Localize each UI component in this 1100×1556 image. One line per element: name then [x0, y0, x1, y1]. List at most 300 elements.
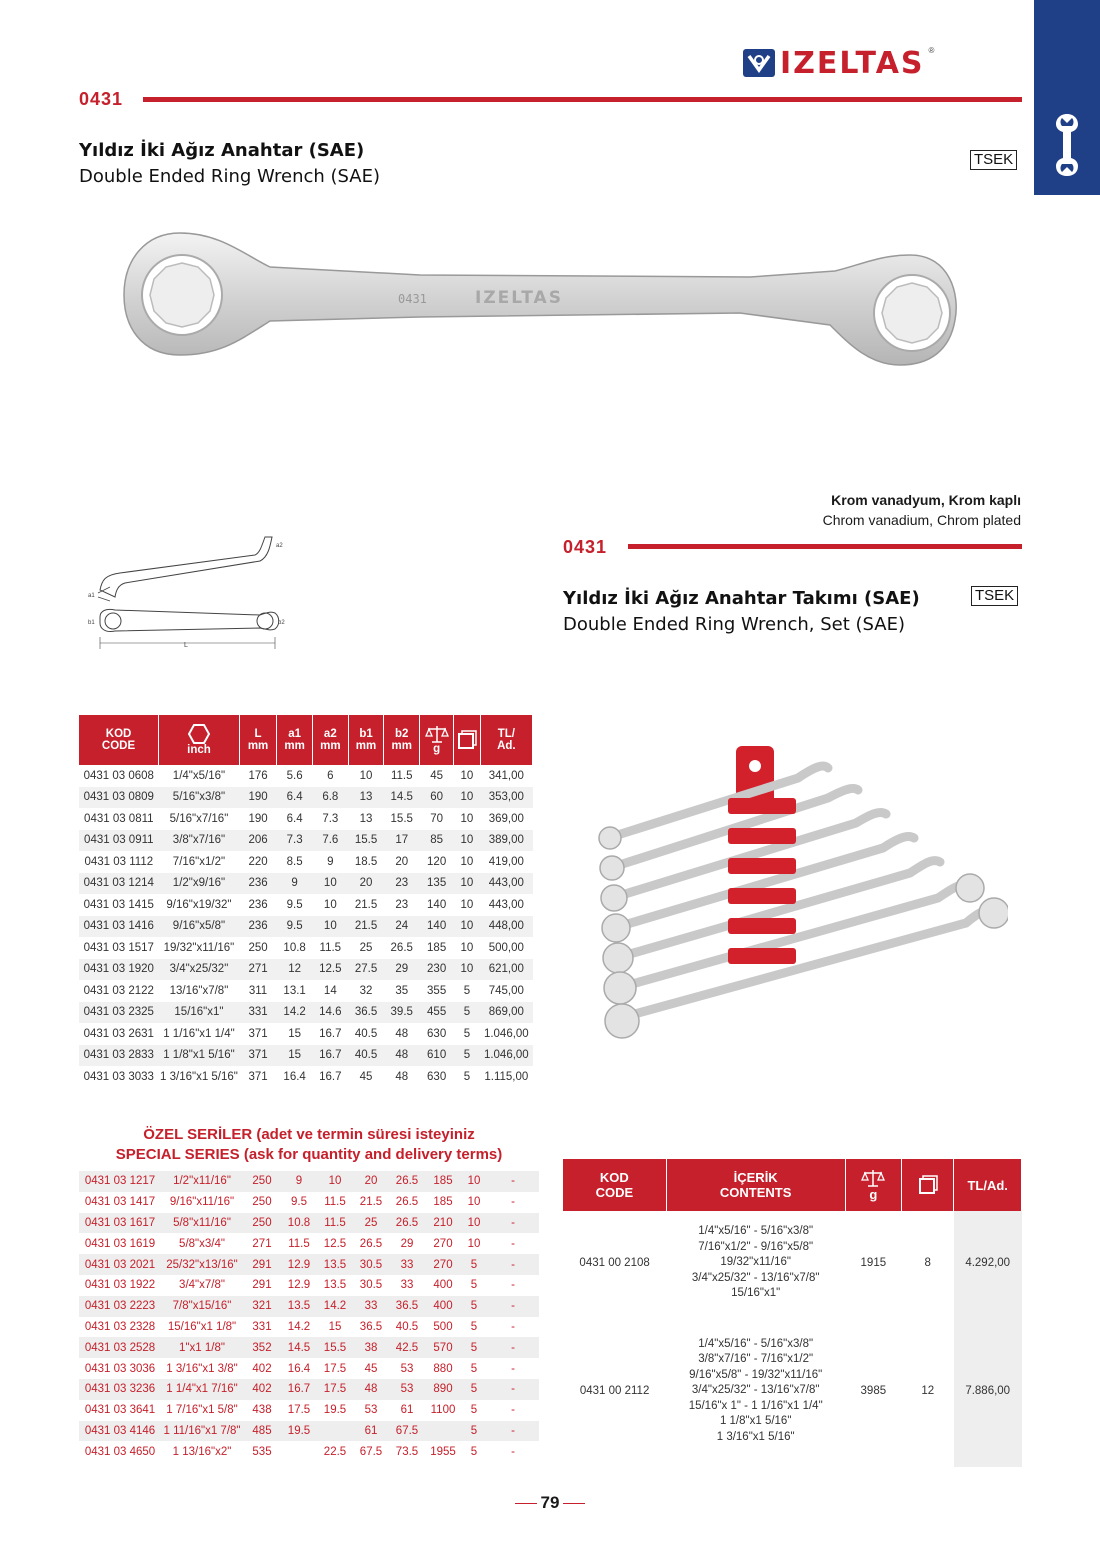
table-cell: -: [511, 1445, 515, 1458]
table-cell: 21.5: [354, 898, 378, 911]
spec-row: [79, 873, 533, 895]
table-cell: 0431 03 1619: [84, 1237, 156, 1250]
table-cell: 5.6: [286, 769, 303, 782]
table-cell: -: [511, 1320, 515, 1333]
table-cell: 371: [248, 1070, 268, 1083]
spec-row: [79, 808, 533, 830]
table-cell: 33: [389, 1254, 425, 1275]
set-col-price: TL/Ad.: [954, 1159, 1022, 1211]
table-cell: 40.5: [395, 1320, 419, 1333]
table-cell: 5: [461, 1337, 487, 1358]
table-cell: 36.5: [348, 1002, 384, 1024]
table-cell: 10: [312, 873, 348, 895]
set-contents: [666, 1211, 845, 1315]
table-cell: 16.4: [287, 1362, 311, 1375]
table-cell: 0431 03 2833: [79, 1045, 159, 1067]
table-cell: 1/2"x9/16": [159, 873, 240, 895]
table-cell: 15: [328, 1320, 342, 1333]
table-cell: 1955: [430, 1445, 456, 1458]
table-cell: 25: [353, 1213, 389, 1234]
set-content-line: 1/4"x5/16" - 5/16"x3/8": [698, 1337, 814, 1350]
table-cell: 185: [427, 941, 447, 954]
table-cell: 12.5: [323, 1237, 347, 1250]
table-cell: 48: [384, 1045, 420, 1067]
brand-logo: [742, 46, 934, 80]
table-cell: [281, 1441, 317, 1462]
table-cell: 14.5: [384, 787, 420, 809]
table-cell: 11.5: [317, 1213, 353, 1234]
table-cell: 19.5: [323, 1404, 347, 1417]
set-row: [563, 1315, 1022, 1467]
table-cell: 10: [359, 769, 373, 782]
table-cell: 21.5: [348, 916, 384, 938]
table-cell: 33: [353, 1296, 389, 1317]
set-table: [563, 1159, 1022, 1467]
table-cell: 20: [353, 1171, 389, 1192]
table-cell: 16.7: [319, 1027, 342, 1040]
table-cell: 5: [461, 1421, 487, 1442]
table-cell: 19.5: [281, 1421, 317, 1442]
set-pack: 12: [921, 1385, 935, 1397]
table-cell: 0431 03 2223: [79, 1296, 161, 1317]
table-cell: 19/32"x11/16": [163, 941, 235, 954]
table-cell: 45: [364, 1362, 378, 1375]
table-cell: 3/4"x7/8": [179, 1279, 225, 1292]
scale-icon: [425, 725, 449, 743]
table-cell: 1/2"x11/16": [161, 1171, 243, 1192]
table-cell: 17.5: [287, 1404, 311, 1417]
table-cell: 13.5: [281, 1296, 317, 1317]
table-cell: 371: [239, 1045, 276, 1067]
table-cell: 14.2: [277, 1002, 313, 1024]
set-content-line: 1 1/8"x1 5/16": [719, 1415, 792, 1428]
table-cell: 3/8"x7/16": [159, 830, 240, 852]
table-cell: 250: [243, 1171, 281, 1192]
set-content-line: 7/16"x1/2" - 9/16"x5/8": [698, 1240, 814, 1253]
table-cell: -: [487, 1379, 539, 1400]
wrench-product-image: [120, 225, 960, 370]
table-cell: 14.2: [317, 1296, 353, 1317]
table-cell: 14.5: [281, 1337, 317, 1358]
col-weight: g: [420, 715, 454, 765]
table-cell: 10: [454, 873, 480, 895]
brand-logo-icon: [742, 48, 776, 78]
set-col-pack: [902, 1159, 954, 1211]
table-cell: 0431 03 0811: [84, 812, 154, 825]
table-cell: -: [487, 1254, 539, 1275]
table-cell: 26.5: [390, 941, 413, 954]
table-cell: 7/8"x15/16": [161, 1296, 243, 1317]
table-cell: 20: [348, 873, 384, 895]
table-cell: 250: [243, 1213, 281, 1234]
table-cell: 5: [461, 1379, 487, 1400]
table-cell: 13/16"x7/8": [169, 984, 229, 997]
table-cell: 7.3: [277, 830, 313, 852]
special-row: [79, 1171, 539, 1192]
table-cell: 438: [252, 1404, 272, 1417]
table-cell: 0431 03 1920: [79, 959, 159, 981]
table-cell: 10: [461, 1171, 487, 1192]
table-cell: 15: [277, 1045, 313, 1067]
table-cell: 185: [425, 1171, 461, 1192]
table-cell: 419,00: [488, 855, 524, 868]
table-cell: 35: [395, 984, 409, 997]
table-cell: 400: [433, 1279, 453, 1292]
set-content-line: 1 3/16"x1 5/16": [716, 1430, 795, 1443]
table-cell: 10: [460, 855, 474, 868]
table-cell: 745,00: [488, 984, 524, 997]
table-cell: 369,00: [488, 812, 524, 825]
table-cell: 10: [454, 959, 480, 981]
table-cell: 6.4: [277, 787, 313, 809]
table-cell: 67.5: [389, 1421, 425, 1442]
section-divider: [143, 97, 1022, 102]
table-cell: 1 3/16"x1 3/8": [166, 1362, 238, 1375]
table-cell: 5: [463, 1070, 471, 1083]
table-cell: 0431 03 2328: [84, 1320, 156, 1333]
spec-row: [79, 916, 533, 938]
table-cell: 236: [248, 898, 268, 911]
table-cell: 6.8: [312, 787, 348, 809]
table-cell: 5: [470, 1404, 478, 1417]
table-cell: 6: [327, 769, 334, 782]
table-cell: 67.5: [359, 1445, 383, 1458]
table-cell: 250: [248, 941, 268, 954]
table-cell: 18.5: [354, 855, 378, 868]
set-content-line: 19/32"x11/16": [720, 1256, 791, 1269]
table-cell: 1 7/16"x1 5/8": [166, 1404, 238, 1417]
table-cell: 53: [364, 1404, 378, 1417]
table-cell: 9/16"x11/16": [169, 1196, 235, 1209]
table-cell: 11.5: [319, 941, 342, 954]
table-cell: 21.5: [359, 1196, 383, 1209]
table-cell: 17: [384, 830, 420, 852]
table-cell: 630: [427, 1070, 447, 1083]
special-row: [79, 1400, 539, 1421]
table-cell: -: [511, 1196, 515, 1209]
table-cell: 1 1/4"x1 7/16": [161, 1379, 243, 1400]
set-content-line: 1/4"x5/16" - 5/16"x3/8": [698, 1225, 814, 1238]
table-cell: 26.5: [395, 1196, 419, 1209]
table-cell: [317, 1421, 353, 1442]
table-cell: 17.5: [317, 1379, 353, 1400]
special-row: [79, 1337, 539, 1358]
table-cell: 25: [359, 941, 373, 954]
table-cell: 39.5: [384, 1002, 420, 1024]
table-cell: 0431 03 0911: [79, 830, 159, 852]
technical-drawing: [80, 525, 290, 655]
special-series-table: [79, 1171, 539, 1462]
set-section-code: 0431: [563, 537, 608, 557]
table-cell: -: [511, 1404, 515, 1417]
table-cell: 22.5: [323, 1445, 347, 1458]
table-cell: 10: [317, 1171, 353, 1192]
table-cell: 26.5: [389, 1213, 425, 1234]
table-cell: 36.5: [359, 1320, 383, 1333]
table-cell: 500: [433, 1320, 453, 1333]
col-b1: b1 mm: [348, 715, 384, 765]
table-cell: 5: [461, 1296, 487, 1317]
special-series-title-en: SPECIAL SERIES (ask for quantity and delivery terms): [115, 1146, 503, 1163]
special-row: [79, 1317, 539, 1338]
table-cell: 10: [460, 769, 474, 782]
product-title-tr: Yıldız İki Ağız Anahtar (SAE): [79, 140, 365, 161]
special-row: [79, 1275, 539, 1296]
table-cell: 190: [239, 787, 276, 809]
table-cell: 140: [427, 898, 447, 911]
spec-row: [79, 1002, 533, 1024]
spec-row: [79, 980, 533, 1002]
table-cell: 14.6: [312, 1002, 348, 1024]
table-cell: 15: [288, 1027, 302, 1040]
page-number: 79: [0, 1493, 1100, 1513]
wrench-engraving-code: 0431: [398, 292, 427, 306]
table-cell: 230: [420, 959, 454, 981]
table-cell: 5/8"x11/16": [161, 1213, 243, 1234]
special-series-title: [79, 1125, 539, 1165]
table-cell: -: [487, 1213, 539, 1234]
table-cell: 73.5: [395, 1445, 419, 1458]
table-cell: 14.2: [287, 1320, 311, 1333]
table-cell: 3/4"x25/32": [159, 959, 240, 981]
table-cell: 250: [252, 1196, 272, 1209]
table-cell: 48: [353, 1379, 389, 1400]
table-cell: 0431 03 2631: [83, 1027, 154, 1040]
table-cell: 15.5: [317, 1337, 353, 1358]
table-cell: 621,00: [480, 959, 532, 981]
table-cell: 271: [252, 1237, 272, 1250]
table-cell: 9: [277, 873, 313, 895]
spec-row: [79, 959, 533, 981]
table-cell: 48: [395, 1070, 409, 1083]
brand-name: IZELTAS: [780, 45, 925, 81]
table-cell: 0431 03 1217: [79, 1171, 161, 1192]
table-cell: 190: [248, 812, 268, 825]
table-cell: 120: [427, 855, 447, 868]
spec-row: [79, 787, 533, 809]
table-cell: 13.1: [283, 984, 306, 997]
table-cell: 60: [420, 787, 454, 809]
table-cell: 16.7: [312, 1045, 348, 1067]
table-cell: 15.5: [348, 830, 384, 852]
table-cell: 10: [454, 830, 480, 852]
table-cell: 36.5: [389, 1296, 425, 1317]
table-cell: 10: [461, 1213, 487, 1234]
material-en: Chrom vanadium, Chrom plated: [822, 512, 1021, 528]
table-cell: 45: [430, 769, 444, 782]
table-cell: 16.7: [319, 1070, 342, 1083]
table-cell: 25/32"x13/16": [161, 1254, 243, 1275]
table-cell: 5: [463, 1027, 471, 1040]
set-section-divider: [628, 544, 1022, 549]
table-cell: 11.5: [324, 1196, 346, 1209]
table-cell: 485: [243, 1421, 281, 1442]
table-cell: 1 1/8"x1 5/16": [159, 1045, 240, 1067]
table-cell: 10: [467, 1196, 481, 1209]
box-icon: [457, 730, 477, 750]
table-cell: 10: [460, 941, 474, 954]
table-cell: 53: [400, 1362, 414, 1375]
table-cell: 13: [348, 787, 384, 809]
special-row: [79, 1421, 539, 1442]
table-cell: 10.8: [281, 1213, 317, 1234]
table-cell: 0431 03 4650: [84, 1445, 156, 1458]
table-cell: 630: [427, 1027, 447, 1040]
table-cell: 869,00: [480, 1002, 532, 1024]
table-cell: 20: [395, 855, 409, 868]
table-cell: 5: [470, 1320, 478, 1333]
set-contents: [666, 1315, 845, 1467]
dim-label-b2: b2: [278, 620, 285, 626]
set-table-header: [563, 1159, 1022, 1211]
table-cell: 455: [420, 1002, 454, 1024]
table-cell: 291: [252, 1279, 272, 1292]
table-cell: 0431 03 1517: [83, 941, 154, 954]
col-a1: a1 mm: [277, 715, 313, 765]
spec-row: [79, 894, 533, 916]
spec-row: [79, 765, 533, 787]
table-cell: 890: [425, 1379, 461, 1400]
table-cell: 5: [454, 1002, 480, 1024]
set-content-line: 3/8"x7/16" - 7/16"x1/2": [698, 1353, 814, 1366]
table-cell: -: [487, 1337, 539, 1358]
set-content-line: 15/16"x1": [731, 1287, 781, 1300]
table-cell: 880: [433, 1362, 453, 1375]
material-info: [823, 490, 1021, 530]
table-cell: 13.5: [317, 1254, 353, 1275]
table-cell: 10: [454, 787, 480, 809]
table-cell: 32: [359, 984, 373, 997]
wrench-engraving-brand: IZELTAS: [475, 288, 563, 308]
table-cell: 135: [420, 873, 454, 895]
table-cell: -: [511, 1237, 515, 1250]
table-cell: 30.5: [353, 1254, 389, 1275]
table-cell: 14: [323, 984, 337, 997]
table-cell: 0431 03 1214: [79, 873, 159, 895]
table-cell: 10: [312, 916, 348, 938]
table-cell: 443,00: [480, 873, 532, 895]
set-row: [563, 1211, 1022, 1315]
table-cell: 16.7: [281, 1379, 317, 1400]
section-code: 0431: [79, 89, 124, 109]
set-col-code: KOD CODE: [563, 1159, 666, 1211]
set-col-weight: g: [845, 1159, 901, 1211]
special-row: [79, 1358, 539, 1379]
col-length: L mm: [239, 715, 276, 765]
table-cell: 23: [384, 873, 420, 895]
table-cell: 1 3/16"x1 5/16": [160, 1070, 238, 1083]
set-content-line: 9/16"x5/8" - 19/32"x11/16": [689, 1368, 823, 1381]
table-cell: 0431 03 0809: [79, 787, 159, 809]
set-content-line: 15/16"x 1" - 1 1/16"x1 1/4": [688, 1399, 823, 1412]
table-cell: 9.5: [286, 898, 303, 911]
table-cell: 11.5: [390, 769, 413, 782]
table-cell: 1"x1 1/8": [161, 1337, 243, 1358]
table-cell: 443,00: [488, 898, 524, 911]
table-cell: [425, 1421, 461, 1442]
table-cell: 5: [463, 984, 471, 997]
special-series-title-tr: ÖZEL SERİLER (adet ve termin süresi isteyiniz: [143, 1126, 475, 1143]
table-cell: 1.046,00: [483, 1027, 529, 1040]
table-cell: 70: [430, 812, 444, 825]
special-row: [79, 1254, 539, 1275]
table-cell: 38: [353, 1337, 389, 1358]
set-content-line: 3/4"x25/32" - 13/16"x7/8": [691, 1271, 820, 1284]
table-cell: 40.5: [348, 1045, 384, 1067]
table-cell: 23: [395, 898, 409, 911]
table-cell: -: [487, 1296, 539, 1317]
col-code: KOD CODE: [79, 715, 159, 765]
table-cell: -: [511, 1279, 515, 1292]
table-cell: 1.115,00: [484, 1070, 529, 1083]
table-cell: 29: [400, 1237, 414, 1250]
table-cell: 9.5: [277, 916, 313, 938]
set-price: 4.292,00: [954, 1211, 1022, 1315]
table-cell: 7.6: [312, 830, 348, 852]
table-cell: 0431 03 3236: [79, 1379, 161, 1400]
col-b2: b2 mm: [384, 715, 420, 765]
table-cell: 0431 03 1922: [84, 1279, 156, 1292]
spec-table: [79, 715, 533, 1088]
table-cell: 570: [425, 1337, 461, 1358]
table-cell: 6.4: [286, 812, 303, 825]
table-cell: 5/8"x3/4": [179, 1237, 225, 1250]
table-cell: 15.5: [390, 812, 413, 825]
table-cell: 12.9: [281, 1254, 317, 1275]
table-cell: 61: [353, 1421, 389, 1442]
table-cell: 53: [389, 1379, 425, 1400]
table-cell: 176: [248, 769, 268, 782]
table-cell: 0431 03 1415: [83, 898, 154, 911]
spec-row: [79, 937, 533, 959]
table-cell: 7/16"x1/2": [172, 855, 226, 868]
table-cell: 26.5: [389, 1171, 425, 1192]
table-cell: 0431 03 2528: [79, 1337, 161, 1358]
table-cell: 40.5: [354, 1027, 378, 1040]
table-cell: 0431 03 2021: [79, 1254, 161, 1275]
scale-icon: [861, 1169, 885, 1187]
table-cell: 220: [248, 855, 268, 868]
table-cell: 9: [327, 855, 334, 868]
table-cell: 0431 03 0608: [83, 769, 154, 782]
product-title-en: Double Ended Ring Wrench (SAE): [79, 166, 380, 187]
table-cell: 185: [433, 1196, 453, 1209]
spec-table-header: [79, 715, 533, 765]
table-cell: 9.5: [291, 1196, 307, 1209]
table-cell: 10: [454, 916, 480, 938]
dim-label-L: L: [184, 642, 188, 649]
table-cell: 15/16"x1": [159, 1002, 240, 1024]
table-cell: 341,00: [488, 769, 524, 782]
spec-row: [79, 1045, 533, 1067]
table-cell: 12.9: [287, 1279, 311, 1292]
table-cell: 270: [425, 1254, 461, 1275]
table-cell: 400: [425, 1296, 461, 1317]
table-cell: 236: [239, 873, 276, 895]
dim-label-a2: a2: [276, 543, 283, 549]
table-cell: 27.5: [348, 959, 384, 981]
table-cell: 0431 03 3641: [84, 1404, 156, 1417]
table-cell: 11.5: [288, 1237, 310, 1250]
set-pack: 8: [924, 1257, 931, 1269]
box-icon: [918, 1175, 938, 1195]
table-cell: 140: [420, 916, 454, 938]
table-cell: 12: [277, 959, 313, 981]
table-cell: 389,00: [480, 830, 532, 852]
table-cell: 5: [470, 1445, 478, 1458]
special-row: [79, 1213, 539, 1234]
col-size: inch: [159, 715, 240, 765]
